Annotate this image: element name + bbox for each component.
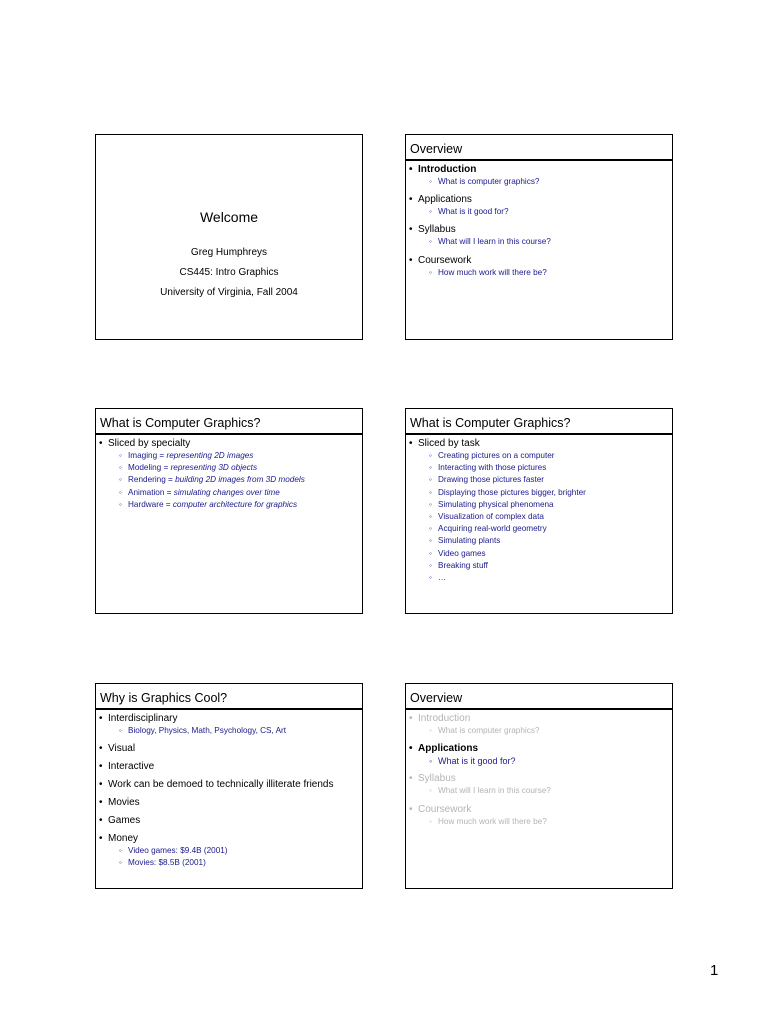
list-item <box>409 193 672 218</box>
sub-item: ◦ Rendering = building 2D images from 3D models <box>119 474 362 486</box>
bullet-label: • Visual <box>99 743 135 754</box>
bullet-label: • Sliced by task <box>409 438 480 449</box>
list-item <box>409 712 672 737</box>
institution-term: University of Virginia, Fall 2004 <box>160 287 298 298</box>
sub-item: ◦ What is computer graphics? <box>429 725 672 737</box>
slide-title: Why is Graphics Cool? <box>96 684 362 710</box>
bullet-label: • Coursework <box>409 255 471 266</box>
list-item <box>409 742 672 767</box>
sub-item: ◦ How much work will there be? <box>429 267 672 279</box>
list-item <box>409 772 672 797</box>
slide-overview-1 <box>405 134 673 340</box>
sub-item: ◦ Video games <box>429 548 672 560</box>
sub-item: ◦ What is it good for? <box>429 206 672 218</box>
bullet-label: • Introduction <box>409 164 476 175</box>
sub-item: ◦ Breaking stuff <box>429 560 672 572</box>
slide-title: What is Computer Graphics? <box>406 409 672 435</box>
sub-item: ◦ Biology, Physics, Math, Psychology, CS, Art <box>119 725 362 737</box>
bullet-label: • Interdisciplinary <box>99 713 177 724</box>
sub-item: ◦ Acquiring real-world geometry <box>429 523 672 535</box>
bullet-label: • Interactive <box>99 761 154 772</box>
list-item <box>99 832 362 869</box>
slide-title: What is Computer Graphics? <box>96 409 362 435</box>
list-item <box>409 437 672 584</box>
slide-why-cool <box>95 683 363 889</box>
bullet-label: • Introduction <box>409 713 470 724</box>
list-item <box>99 437 362 511</box>
bullet-label: • Games <box>99 815 140 826</box>
sub-item: ◦ Simulating physical phenomena <box>429 499 672 511</box>
sub-item: ◦ Visualization of complex data <box>429 511 672 523</box>
sub-item: ◦ Drawing those pictures faster <box>429 474 672 486</box>
sub-item: ◦ What will I learn in this course? <box>429 236 672 248</box>
list-item <box>409 163 672 188</box>
sub-item: ◦ What will I learn in this course? <box>429 785 672 797</box>
course-name: CS445: Intro Graphics <box>179 267 279 278</box>
bullet-label: • Syllabus <box>409 224 456 235</box>
bullet-label: • Applications <box>409 743 478 754</box>
sub-item: ◦ Video games: $9.4B (2001) <box>119 845 362 857</box>
sub-item: ◦ Interacting with those pictures <box>429 462 672 474</box>
slide-cg-specialty <box>95 408 363 614</box>
list-item <box>99 796 362 809</box>
list-item <box>409 803 672 828</box>
slide-overview-2 <box>405 683 673 889</box>
bullet-label: • Money <box>99 833 138 844</box>
list-item <box>99 742 362 755</box>
list-item <box>409 254 672 279</box>
sub-item: ◦ Displaying those pictures bigger, brighter <box>429 487 672 499</box>
list-item <box>409 223 672 248</box>
list-item <box>99 760 362 773</box>
page-number: 1 <box>710 962 719 979</box>
sub-item: ◦ How much work will there be? <box>429 816 672 828</box>
slide-cg-task <box>405 408 673 614</box>
bullet-label: • Work can be demoed to technically illiterate friends <box>99 779 333 790</box>
sub-item: ◦ Movies: $8.5B (2001) <box>119 857 362 869</box>
slide-title: Overview <box>406 135 672 161</box>
sub-item: ◦ Imaging = representing 2D images <box>119 450 362 462</box>
slide-title: Welcome <box>199 209 259 225</box>
author-name: Greg Humphreys <box>190 247 268 258</box>
slide-welcome <box>95 134 363 340</box>
list-item <box>99 712 362 737</box>
sub-item: ◦ Creating pictures on a computer <box>429 450 672 462</box>
bullet-label: • Applications <box>409 194 472 205</box>
sub-item: ◦ Animation = simulating changes over time <box>119 487 362 499</box>
bullet-label: • Movies <box>99 797 140 808</box>
bullet-label: • Sliced by specialty <box>99 438 190 449</box>
bullet-label: • Coursework <box>409 804 471 815</box>
sub-item: ◦ … <box>429 572 672 584</box>
list-item <box>99 778 362 791</box>
sub-item: ◦ Hardware = computer architecture for graphics <box>119 499 362 511</box>
sub-item: ◦ What is computer graphics? <box>429 176 672 188</box>
sub-item: ◦ Modeling = representing 3D objects <box>119 462 362 474</box>
list-item <box>99 814 362 827</box>
sub-item: ◦ Simulating plants <box>429 535 672 547</box>
sub-item: ◦ What is it good for? <box>429 755 672 767</box>
slide-title: Overview <box>406 684 672 710</box>
bullet-label: • Syllabus <box>409 773 456 784</box>
